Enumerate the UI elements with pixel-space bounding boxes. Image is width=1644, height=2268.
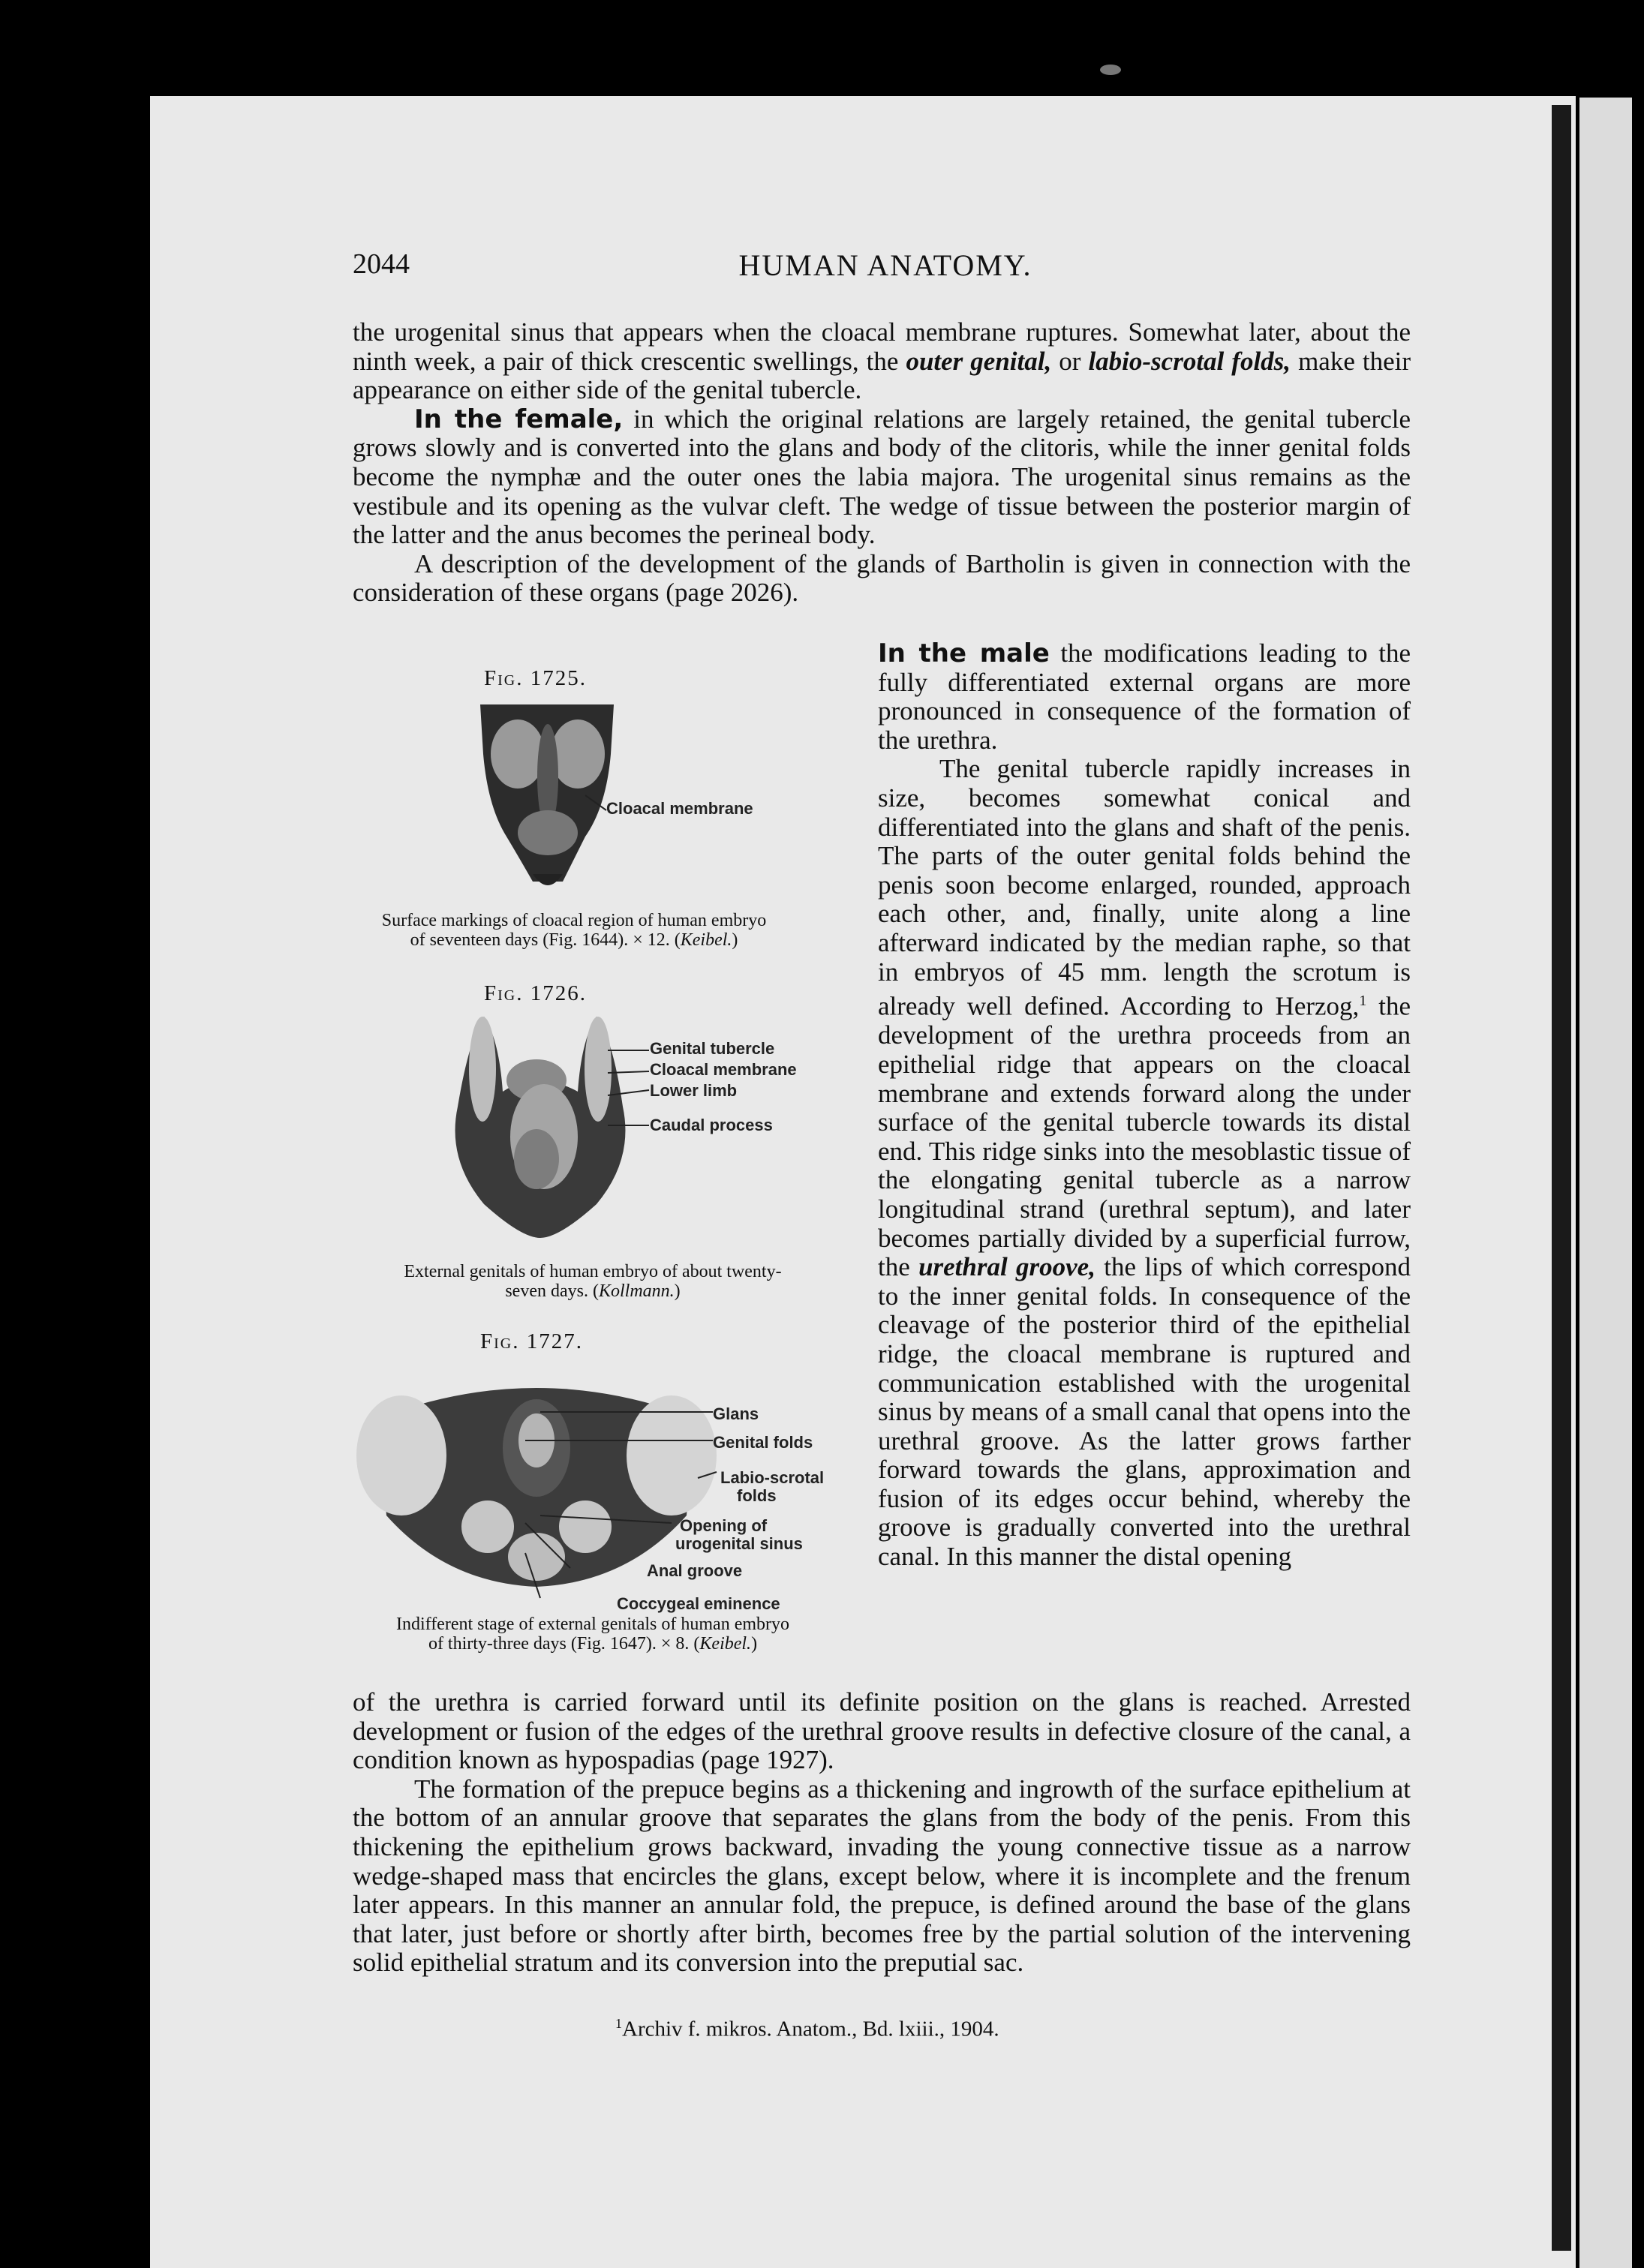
figure-1725-label: Fig. 1725. [484, 666, 587, 690]
body-text-top [353, 318, 1411, 608]
label-coccygeal-eminence: Coccygeal eminence [617, 1594, 780, 1613]
label-caudal-process: Caudal process [650, 1116, 773, 1134]
paragraph-bartholin: A description of the development of the glands of Bartholin is given in connection with the consideration of these organs (page 2026). [353, 548, 1411, 608]
figure-1727-caption: Indifferent stage of external genitals of human embryo of thirty-three days (Fig. 1647). × 8. (Keibel.) [395, 1615, 790, 1654]
scan-smudge [1095, 60, 1126, 80]
paragraph-female: In the female, in which the original relations are largely retained, the genital tubercle grows slowly and is converted into the glans and body of the clitoris, while the inner genital folds become the nymphæ and the outer ones the labia majora. The urogenital sinus remains as the vestibule and its opening as the vulvar cleft. The wedge of tissue between the posterior margin of the latter and the anus becomes the perineal body. [353, 404, 1411, 550]
figure-1726-label: Fig. 1726. [484, 981, 587, 1005]
label-labio-scrotal-folds: folds [737, 1486, 777, 1505]
page-number: 2044 [353, 248, 410, 280]
figure-1725-caption: Surface markings of cloacal region of human embryo of seventeen days (Fig. 1644). × 12. (Keibel.) [381, 911, 767, 950]
facing-page-edge [1579, 98, 1632, 2268]
figure-1726-leaders [608, 1043, 653, 1133]
paragraph-urogenital: the urogenital sinus that appears when the cloacal membrane ruptures. Somewhat later, about the ninth week, a pair of thick crescentic swellings, the outer genital, or labio-scrotal folds, make their appearance on either side of the genital tubercle. [353, 317, 1411, 405]
paragraph-genital-tubercle: The genital tubercle rapidly increases in size, becomes somewhat conical and differentiated into the glans and shaft of the penis. The parts of the outer genital folds behind the penis soon become enlarged, rounded, approach each other, and, finally, unite along a line afterward indicated by the median raphe, so that in embryos of 45 mm. length the scrotum is already well defined. According to Herzog,$^1$ the development of the urethra proceeds from an epithelial ridge that appears on the cloacal membrane and extends forward along the under surface of the genital tubercle towards its distal end. This ridge sinks into the mesoblastic tissue of the elongating genital tubercle as a narrow longitudinal strand (urethral septum), and later becomes partially divided by a superficial furrow, the urethral groove, the lips of which correspond to the inner genital folds. In consequence of the cleavage of the posterior third of the epithelial ridge, the cloacal membrane is ruptured and communication established with the urogenital sinus by means of a small canal that opens into the urethral groove. As the latter grows farther forward towards the glans, approximation and fusion of its edges occur behind, whereby the groove is gradually converted into the urethral canal. In this manner the distal opening [878, 754, 1411, 1572]
body-text-right-column [878, 639, 1411, 1572]
figure-1725-leader [585, 795, 608, 818]
label-cloacal-membrane-1726: Cloacal membrane [650, 1060, 797, 1079]
label-labio-scrotal: Labio-scrotal [720, 1468, 825, 1487]
label-glans: Glans [713, 1404, 759, 1423]
footnote: $^1$Archiv f. mikros. Anatom., Bd. lxiii., 1904. [615, 2016, 999, 2041]
paragraph-prepuce: The formation of the prepuce begins as a thickening and ingrowth of the surface epithelium at the bottom of an annular groove that separates the glans from the body of the penis. From this thickening the epithelium grows backward, invading the young connective tissue as a narrow wedge-shaped mass that encircles the glans, except below, where it is incomplete and the frenum later appears. In this manner an annular fold, the prepuce, is defined around the base of the glans that later, just before or shortly after birth, becomes free by the partial solution of the intervening solid epithelial stratum and its conversion into the preputial sac. [353, 1774, 1411, 1978]
label-anal-groove: Anal groove [647, 1561, 743, 1580]
label-genital-folds: Genital folds [713, 1433, 813, 1452]
label-urogenital-sinus: urogenital sinus [675, 1534, 803, 1553]
label-genital-tubercle: Genital tubercle [650, 1039, 775, 1058]
figure-1727-leaders [525, 1403, 720, 1613]
running-title: HUMAN ANATOMY. [738, 248, 1032, 282]
paragraph-urethra-continued: of the urethra is carried forward until its definite position on the glans is reached. Arrested development or fusion of the edges of the urethral groove results in defective closure of the canal, a condition known as hypospadias (page 1927). [353, 1687, 1411, 1775]
body-text-bottom [353, 1688, 1411, 1978]
figure-1726-caption: External genitals of human embryo of about twenty- seven days. (Kollmann.) [404, 1262, 782, 1301]
page-header [353, 248, 1418, 285]
label-cloacal-membrane-1725: Cloacal membrane [606, 799, 753, 818]
page-gutter [1552, 105, 1571, 2251]
label-opening-of: Opening of [680, 1516, 768, 1535]
paragraph-male: In the male the modifications leading to the fully differentiated external organs are more pronounced in consequence of the formation of the urethra. [878, 638, 1411, 755]
label-lower-limb: Lower limb [650, 1081, 738, 1100]
figure-1727-label: Fig. 1727. [480, 1329, 583, 1353]
